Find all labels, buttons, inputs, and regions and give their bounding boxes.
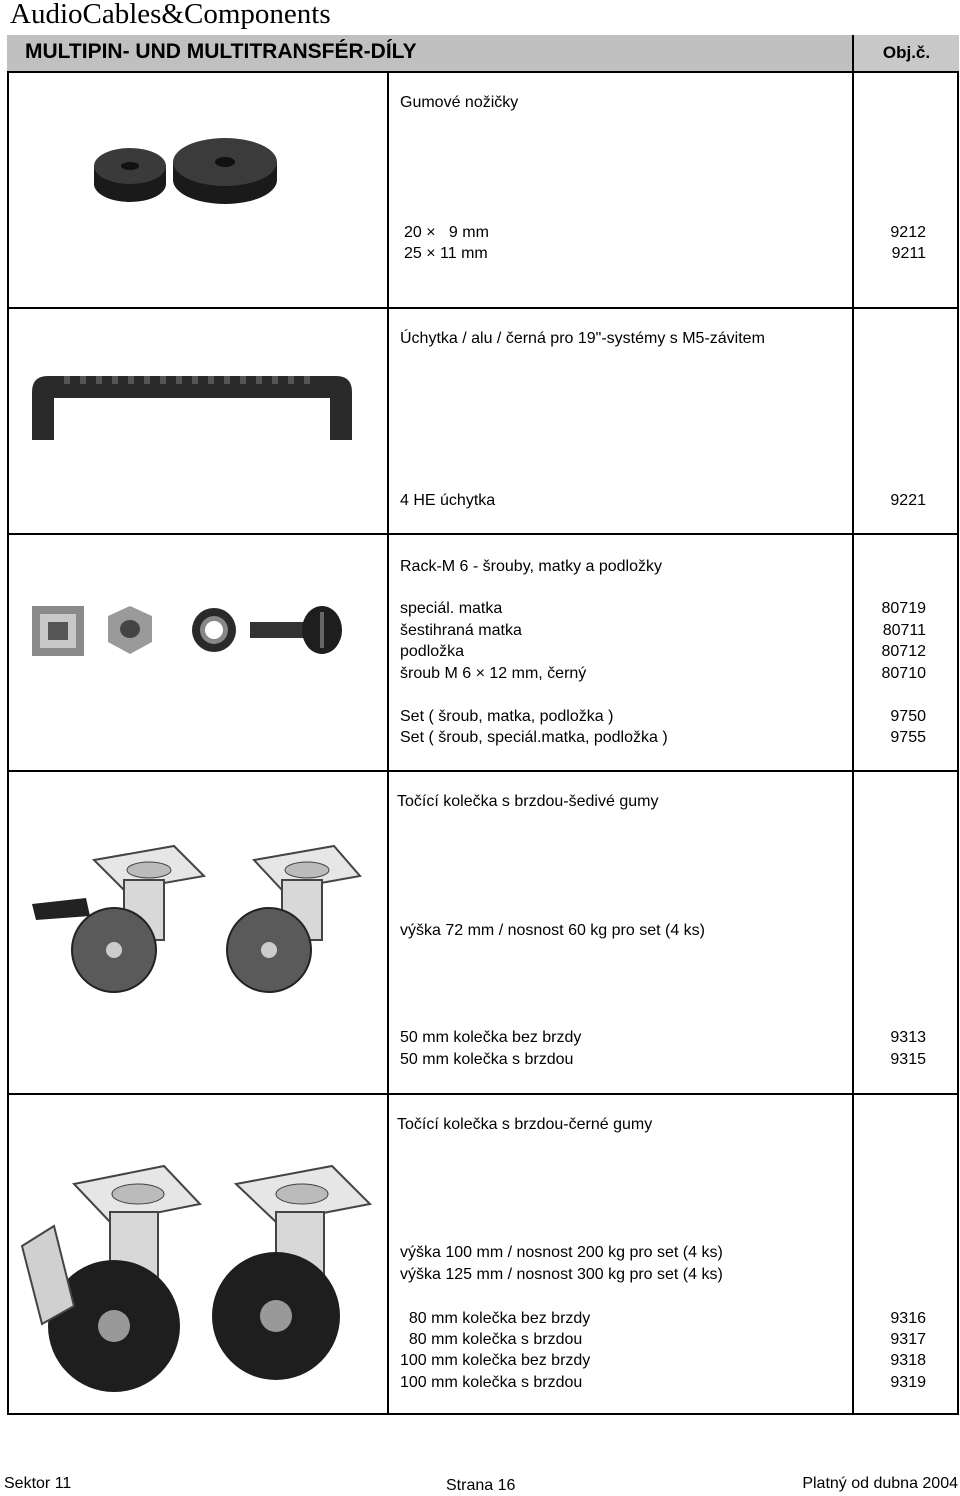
spec-text: výška 125 mm / nosnost 300 kg pro set (4 ks) — [400, 1266, 723, 1283]
cage-nut — [32, 606, 84, 656]
grey-casters-image — [24, 840, 364, 1000]
item-code: 9211 — [891, 245, 926, 262]
item-label: 50 mm kolečka bez brzdy — [400, 1029, 582, 1046]
item-label: podložka — [400, 643, 465, 660]
item-code: 9315 — [890, 1051, 926, 1068]
item-code: 9221 — [890, 492, 926, 509]
brand-title: AudioCables&Components — [10, 0, 331, 30]
item-code: 80712 — [881, 643, 926, 660]
column-divider-left — [387, 73, 389, 1413]
section-title-handle: Úchytka / alu / černá pro 19"-systémy s M5-závitem — [400, 330, 765, 347]
caster-without-brake — [227, 846, 360, 992]
header-bar — [7, 35, 959, 71]
item-label: 80 mm kolečka s brzdou — [400, 1331, 583, 1348]
section-title-black-casters: Točící kolečka s brzdou-černé gumy — [397, 1116, 653, 1133]
item-code: 9319 — [890, 1374, 926, 1391]
section-title-rubber-feet: Gumové nožičky — [400, 94, 519, 111]
section-title-rack: Rack-M 6 - šrouby, matky a podložky — [400, 558, 663, 575]
footer-validity: Platný od dubna 2004 — [802, 1475, 958, 1492]
caster-with-brake — [22, 1166, 200, 1392]
item-label: 20 × 9 mm — [404, 224, 489, 241]
item-code: 80711 — [882, 622, 926, 639]
set-code: 9750 — [890, 708, 926, 725]
row-divider — [9, 1093, 957, 1095]
set-label: Set ( šroub, speciál.matka, podložka ) — [400, 729, 668, 746]
caster-without-brake — [212, 1166, 370, 1380]
item-label: 25 × 11 mm — [404, 245, 488, 262]
item-label: 100 mm kolečka bez brzdy — [400, 1352, 591, 1369]
item-code: 9318 — [890, 1352, 926, 1369]
item-code: 9316 — [890, 1310, 926, 1327]
hex-nut — [108, 606, 152, 654]
item-code: 80710 — [881, 665, 926, 682]
item-label: šroub M 6 × 12 mm, černý — [400, 665, 587, 682]
item-label: 80 mm kolečka bez brzdy — [400, 1310, 591, 1327]
footer-sector: Sektor 11 — [4, 1475, 72, 1492]
row-divider — [9, 533, 957, 535]
item-label: speciál. matka — [400, 600, 503, 617]
spec-text: výška 72 mm / nosnost 60 kg pro set (4 ks) — [400, 922, 706, 939]
item-label: 50 mm kolečka s brzdou — [400, 1051, 574, 1068]
item-code: 80719 — [881, 600, 926, 617]
footer-page: Strana 16 — [446, 1477, 516, 1494]
rubber-foot-small — [94, 148, 166, 202]
washer — [192, 608, 236, 652]
row-divider — [9, 770, 957, 772]
section-title-grey-casters: Točící kolečka s brzdou-šedivé gumy — [397, 793, 659, 810]
item-code: 9313 — [890, 1029, 926, 1046]
rubber-feet-image — [90, 132, 290, 212]
set-label: Set ( šroub, matka, podložka ) — [400, 708, 614, 725]
header-obj: Obj.č. — [852, 35, 959, 71]
item-label: šestihraná matka — [400, 622, 522, 639]
item-code: 9212 — [890, 224, 926, 241]
row-divider — [9, 307, 957, 309]
caster-with-brake — [32, 846, 204, 992]
rubber-foot-large — [173, 138, 277, 204]
header-title: MULTIPIN- UND MULTITRANSFÉR-DÍLY — [25, 40, 417, 63]
item-label: 4 HE úchytka — [400, 492, 496, 509]
rack-handle-image — [24, 368, 360, 448]
spec-text: výška 100 mm / nosnost 200 kg pro set (4 ks) — [400, 1244, 723, 1261]
set-code: 9755 — [890, 729, 926, 746]
rack-hardware-image — [30, 598, 350, 664]
screw — [250, 606, 342, 654]
item-code: 9317 — [890, 1331, 926, 1348]
item-label: 100 mm kolečka s brzdou — [400, 1374, 583, 1391]
black-casters-image — [14, 1156, 380, 1402]
column-divider-right — [852, 73, 854, 1413]
